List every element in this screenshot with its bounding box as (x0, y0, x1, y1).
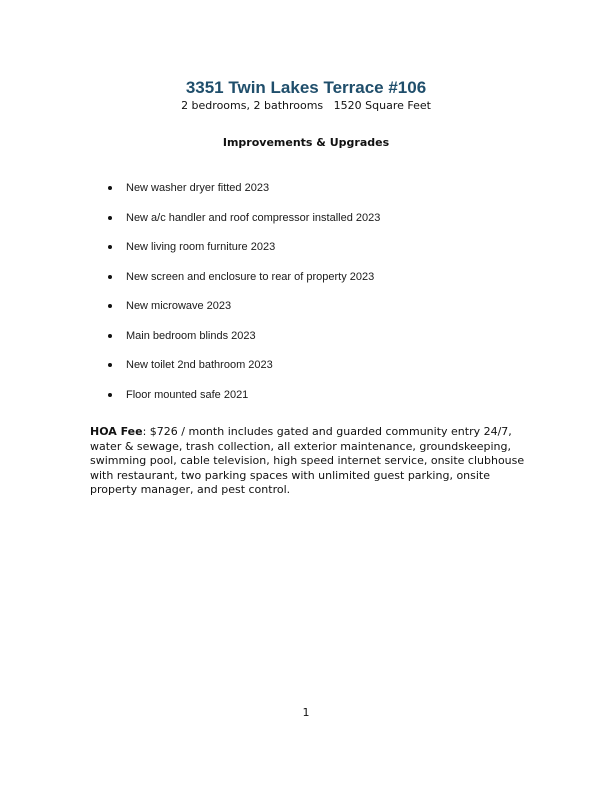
list-item (106, 329, 380, 359)
list-item-text: New toilet 2nd bathroom 2023 (126, 359, 273, 371)
bullet-icon (108, 186, 112, 190)
list-item (106, 358, 380, 388)
list-item (106, 270, 380, 300)
list-item (106, 299, 380, 329)
upgrades-list (106, 181, 380, 417)
bullet-icon (108, 216, 112, 220)
bullet-icon (108, 334, 112, 338)
list-item-text: New a/c handler and roof compressor installed 2023 (126, 211, 381, 224)
bullet-icon (108, 363, 112, 367)
list-item-text: New washer dryer fitted 2023 (126, 182, 270, 194)
bullet-icon (108, 393, 112, 397)
list-item (106, 240, 380, 270)
page-number: 1 (302, 706, 310, 719)
list-item (106, 211, 380, 241)
hoa-fee-paragraph (90, 425, 530, 498)
list-item-text: New living room furniture 2023 (126, 241, 276, 253)
bullet-icon (108, 245, 112, 249)
hoa-fee-text: : $726 / month includes gated and guarded community entry 24/7, water & sewage, trash collection, all exterior maintenance, groundskeeping, swimming pool, cable television, high speed internet service, onsite clubhouse with restaurant, two parking spaces with unlimited guest parking, onsite property manager, and pest control. (90, 425, 525, 496)
list-item (106, 388, 380, 418)
hoa-fee-label: HOA Fee (90, 425, 143, 438)
list-item-text: Floor mounted safe 2021 (126, 388, 249, 401)
bullet-icon (108, 304, 112, 308)
page-title: 3351 Twin Lakes Terrace #106 (185, 78, 427, 97)
list-item-text: New screen and enclosure to rear of property 2023 (126, 270, 375, 283)
property-summary: 2 bedrooms, 2 bathrooms 1520 Square Feet (181, 99, 431, 112)
section-heading: Improvements & Upgrades (222, 136, 390, 149)
list-item-text: New microwave 2023 (126, 300, 232, 312)
list-item (106, 181, 380, 211)
bullet-icon (108, 275, 112, 279)
list-item-text: Main bedroom blinds 2023 (126, 329, 256, 342)
